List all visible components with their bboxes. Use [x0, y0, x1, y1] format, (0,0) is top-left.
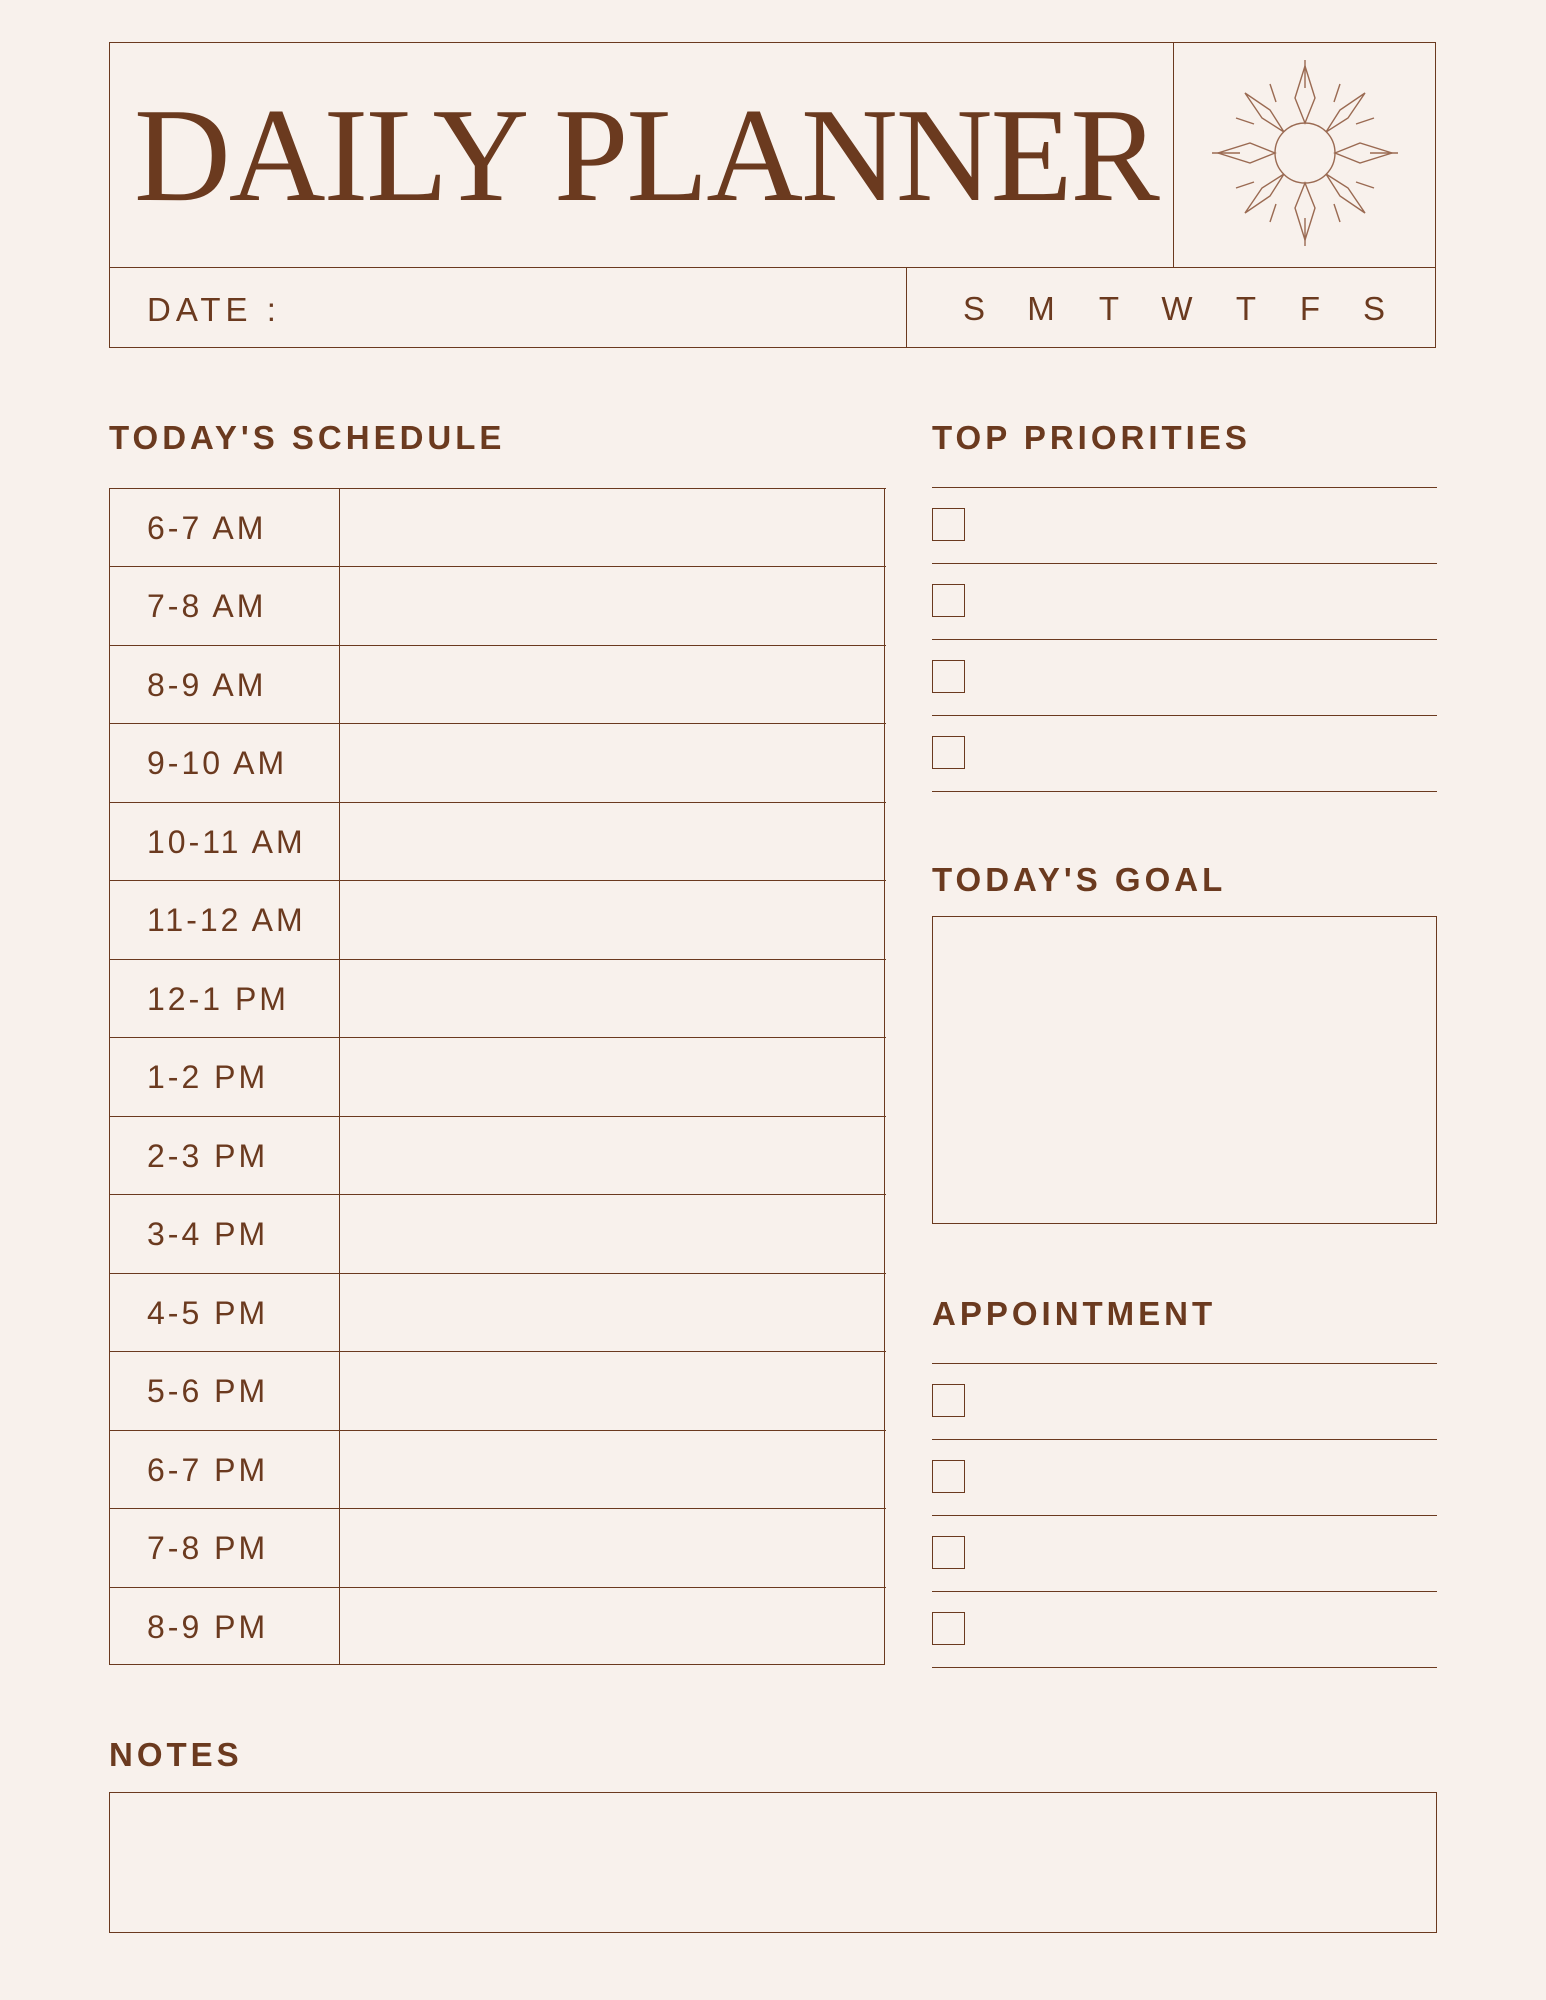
notes-title: NOTES [109, 1736, 243, 1773]
schedule-time-label: 9-10 AM [147, 745, 288, 782]
appointment-line [932, 1667, 1437, 1668]
schedule-row[interactable] [110, 802, 886, 880]
weekday-selector [906, 270, 1436, 348]
priority-line [932, 791, 1437, 792]
appointment-title: APPOINTMENT [932, 1295, 1217, 1332]
weekday-tuesday[interactable]: T [1098, 290, 1120, 327]
schedule-time-label: 6-7 PM [147, 1451, 269, 1488]
weekday-wednesday[interactable]: W [1161, 290, 1193, 327]
appointment-checkbox[interactable] [932, 1384, 965, 1417]
schedule-time-label: 2-3 PM [147, 1137, 269, 1174]
schedule-time-label: 11-12 AM [147, 902, 306, 939]
weekday-thursday[interactable]: T [1235, 290, 1257, 327]
schedule-row[interactable] [110, 1351, 886, 1429]
priority-line [932, 487, 1437, 488]
sun-icon [1210, 58, 1400, 248]
schedule-title: TODAY'S SCHEDULE [109, 419, 506, 456]
schedule-time-label: 12-1 PM [147, 980, 289, 1017]
schedule-time-label: 8-9 PM [147, 1608, 269, 1645]
priority-checkbox[interactable] [932, 584, 965, 617]
header-divider [1173, 42, 1174, 268]
appointment-checkbox[interactable] [932, 1612, 965, 1645]
appointment-line [932, 1515, 1437, 1516]
date-label: DATE : [147, 291, 281, 328]
goal-title: TODAY'S GOAL [932, 861, 1227, 898]
schedule-row[interactable] [110, 959, 886, 1037]
header-row-divider [109, 267, 1436, 268]
schedule-row[interactable] [110, 723, 886, 801]
schedule-row[interactable] [110, 566, 886, 644]
weekday-saturday[interactable]: S [1362, 290, 1385, 327]
page-title: DAILY PLANNER [134, 81, 1158, 229]
schedule-row[interactable] [110, 880, 886, 958]
goal-box[interactable] [932, 916, 1437, 1224]
schedule-time-label: 5-6 PM [147, 1373, 269, 1410]
priorities-list [932, 487, 1437, 793]
schedule-time-label: 3-4 PM [147, 1216, 269, 1253]
priority-checkbox[interactable] [932, 508, 965, 541]
schedule-time-label: 7-8 PM [147, 1530, 269, 1567]
schedule-row[interactable] [110, 1194, 886, 1272]
schedule-row[interactable] [110, 645, 886, 723]
schedule-time-label: 1-2 PM [147, 1059, 269, 1096]
schedule-time-label: 4-5 PM [147, 1294, 269, 1331]
priorities-title: TOP PRIORITIES [932, 419, 1251, 456]
appointment-line [932, 1591, 1437, 1592]
appointment-list [932, 1363, 1437, 1669]
schedule-table [109, 488, 885, 1665]
notes-box[interactable] [109, 1792, 1437, 1933]
priority-checkbox[interactable] [932, 736, 965, 769]
priority-line [932, 639, 1437, 640]
schedule-time-label: 7-8 AM [147, 588, 267, 625]
appointment-line [932, 1439, 1437, 1440]
weekday-monday[interactable]: M [1027, 290, 1055, 327]
priority-line [932, 563, 1437, 564]
schedule-time-label: 8-9 AM [147, 666, 267, 703]
schedule-row[interactable] [110, 488, 886, 566]
schedule-row[interactable] [110, 1116, 886, 1194]
schedule-time-label: 10-11 AM [147, 823, 306, 860]
schedule-row[interactable] [110, 1587, 886, 1665]
appointment-line [932, 1363, 1437, 1364]
appointment-field[interactable] [977, 1593, 1437, 1665]
schedule-row[interactable] [110, 1037, 886, 1115]
priority-field[interactable] [977, 717, 1437, 789]
schedule-row[interactable] [110, 1273, 886, 1351]
weekday-friday[interactable]: F [1299, 290, 1321, 327]
date-field[interactable] [280, 270, 900, 346]
appointment-field[interactable] [977, 1517, 1437, 1589]
appointment-checkbox[interactable] [932, 1460, 965, 1493]
priority-field[interactable] [977, 565, 1437, 637]
priority-field[interactable] [977, 489, 1437, 561]
appointment-field[interactable] [977, 1441, 1437, 1513]
weekday-sunday[interactable]: S [962, 290, 985, 327]
appointment-field[interactable] [977, 1365, 1437, 1437]
schedule-row[interactable] [110, 1508, 886, 1586]
priority-field[interactable] [977, 641, 1437, 713]
priority-line [932, 715, 1437, 716]
priority-checkbox[interactable] [932, 660, 965, 693]
appointment-checkbox[interactable] [932, 1536, 965, 1569]
schedule-time-label: 6-7 AM [147, 510, 267, 546]
schedule-row[interactable] [110, 1430, 886, 1508]
